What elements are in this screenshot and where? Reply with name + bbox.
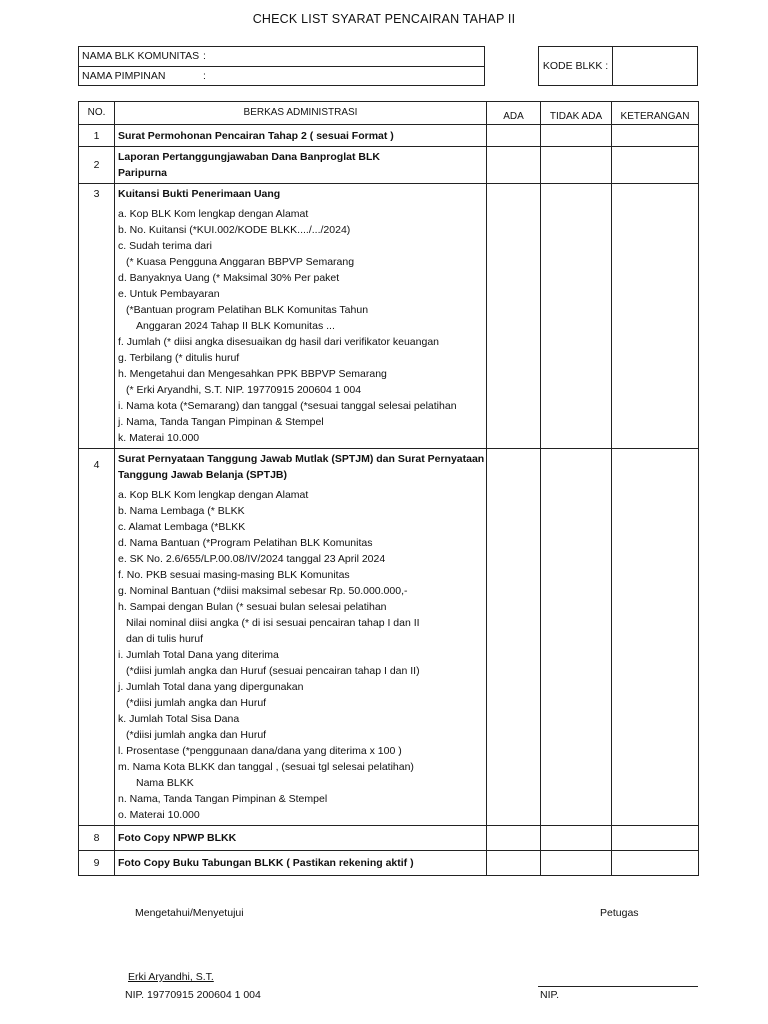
ada-checkbox-cell[interactable] xyxy=(487,851,541,876)
row-number: 1 xyxy=(79,125,115,147)
requirement-item: m. Nama Kota BLKK dan tanggal , (sesuai tgl selesai pelatihan) xyxy=(118,761,414,773)
requirement-item: dan di tulis huruf xyxy=(126,633,204,645)
ada-checkbox-cell[interactable] xyxy=(487,184,541,449)
row-title: Kuitansi Bukti Penerimaan Uang xyxy=(118,188,281,200)
table-row xyxy=(79,449,699,826)
keterangan-field[interactable] xyxy=(612,449,699,826)
table-row xyxy=(79,826,699,851)
row-number: 3 xyxy=(79,184,115,449)
requirement-item: j. Nama, Tanda Tangan Pimpinan & Stempel xyxy=(118,416,324,428)
requirement-item: a. Kop BLK Kom lengkap dengan Alamat xyxy=(118,208,309,220)
requirement-item: n. Nama, Tanda Tangan Pimpinan & Stempel xyxy=(118,793,328,805)
nama-blk-colon: : xyxy=(203,50,206,62)
row-title: Laporan Pertanggungjawaban Dana Banproglat BLK xyxy=(118,151,380,163)
requirement-item: k. Materai 10.000 xyxy=(118,432,200,444)
table-row xyxy=(79,147,699,184)
col-header-berkas: BERKAS ADMINISTRASI xyxy=(115,102,487,125)
row-number: 8 xyxy=(79,826,115,851)
requirement-item: a. Kop BLK Kom lengkap dengan Alamat xyxy=(118,489,309,501)
requirement-item: (*Bantuan program Pelatihan BLK Komunitas Tahun xyxy=(126,304,369,316)
keterangan-field[interactable] xyxy=(612,184,699,449)
ada-checkbox-cell[interactable] xyxy=(487,449,541,826)
officer-signature-line xyxy=(538,986,698,987)
document-title: CHECK LIST SYARAT PENCAIRAN TAHAP II xyxy=(252,12,516,26)
row-number: 9 xyxy=(79,851,115,876)
requirement-item: (*diisi jumlah angka dan Huruf xyxy=(126,729,267,741)
requirement-item: i. Jumlah Total Dana yang diterima xyxy=(118,649,279,661)
nama-pimpinan-row xyxy=(79,66,484,86)
keterangan-field[interactable] xyxy=(612,826,699,851)
requirement-item: f. Jumlah (* diisi angka disesuaikan dg hasil dari verifikator keuangan xyxy=(118,336,440,348)
requirement-item: f. No. PKB sesuai masing-masing BLK Komunitas xyxy=(118,569,350,581)
row-number: 2 xyxy=(79,147,115,184)
col-header-no: NO. xyxy=(79,102,115,125)
keterangan-field[interactable] xyxy=(612,125,699,147)
requirement-item: e. SK No. 2.6/655/LP.00.08/IV/2024 tanggal 23 April 2024 xyxy=(118,553,386,565)
col-header-tidak-ada: TIDAK ADA xyxy=(541,102,612,125)
requirement-item: Nilai nominal diisi angka (* di isi sesuai pencairan tahap I dan II xyxy=(126,617,420,629)
approval-label: Mengetahui/Menyetujui xyxy=(135,907,244,919)
keterangan-field[interactable] xyxy=(612,147,699,184)
ada-checkbox-cell[interactable] xyxy=(487,147,541,184)
requirement-item: Anggaran 2024 Tahap II BLK Komunitas ... xyxy=(136,320,335,332)
requirement-item: (* Kuasa Pengguna Anggaran BBPVP Semarang xyxy=(126,256,355,268)
tidak-ada-checkbox-cell[interactable] xyxy=(541,851,612,876)
requirement-item: h. Sampai dengan Bulan (* sesuai bulan selesai pelatihan xyxy=(118,601,387,613)
officer-nip: NIP. xyxy=(540,989,560,1001)
col-header-ada: ADA xyxy=(487,102,541,125)
requirement-item: (*diisi jumlah angka dan Huruf (sesuai pencairan tahap I dan II) xyxy=(126,665,420,677)
tidak-ada-checkbox-cell[interactable] xyxy=(541,125,612,147)
requirement-item: j. Jumlah Total dana yang dipergunakan xyxy=(118,681,304,693)
nama-blk-label: NAMA BLK KOMUNITAS xyxy=(82,50,200,62)
requirement-item: d. Nama Bantuan (*Program Pelatihan BLK Komunitas xyxy=(118,537,373,549)
requirement-item: b. No. Kuitansi (*KUI.002/KODE BLKK..../.../2024) xyxy=(118,224,351,236)
requirement-item: o. Materai 10.000 xyxy=(118,809,200,821)
row-description xyxy=(115,184,487,449)
row-title: Foto Copy NPWP BLKK xyxy=(118,832,237,844)
row-title: Surat Permohonan Pencairan Tahap 2 ( sesuai Format ) xyxy=(118,129,394,142)
row-description xyxy=(115,851,487,876)
approver-name: Erki Aryandhi, S.T. xyxy=(128,971,214,983)
approver-nip: NIP. 19770915 200604 1 004 xyxy=(125,989,261,1001)
tidak-ada-checkbox-cell[interactable] xyxy=(541,147,612,184)
checklist-table xyxy=(78,101,699,876)
row-title: Paripurna xyxy=(118,167,168,179)
officer-label: Petugas xyxy=(600,907,639,919)
row-description xyxy=(115,147,487,184)
requirement-item: e. Untuk Pembayaran xyxy=(118,288,220,300)
row-description xyxy=(115,826,487,851)
row-title: Foto Copy Buku Tabungan BLKK ( Pastikan rekening aktif ) xyxy=(118,857,414,869)
identity-box xyxy=(78,46,485,86)
row-description xyxy=(115,449,487,826)
table-row xyxy=(79,851,699,876)
kode-blkk-box xyxy=(538,46,698,86)
row-description xyxy=(115,125,487,147)
requirement-item: (* Erki Aryandhi, S.T. NIP. 19770915 200604 1 004 xyxy=(126,384,362,396)
keterangan-field[interactable] xyxy=(612,851,699,876)
table-header-row xyxy=(79,102,699,125)
row-number: 4 xyxy=(79,449,115,826)
requirement-item: g. Terbilang (* ditulis huruf xyxy=(118,352,240,364)
requirement-item: l. Prosentase (*penggunaan dana/dana yang diterima x 100 ) xyxy=(118,745,402,757)
nama-pimpinan-colon: : xyxy=(203,70,206,82)
requirement-item: c. Alamat Lembaga (*BLKK xyxy=(118,521,246,533)
table-row xyxy=(79,125,699,147)
col-header-keterangan: KETERANGAN xyxy=(612,102,699,125)
row-title: Surat Pernyataan Tanggung Jawab Mutlak (SPTJM) dan Surat Pernyataan xyxy=(118,453,485,465)
requirement-item: b. Nama Lembaga (* BLKK xyxy=(118,505,245,517)
requirement-item: d. Banyaknya Uang (* Maksimal 30% Per paket xyxy=(118,272,340,284)
requirement-item: h. Mengetahui dan Mengesahkan PPK BBPVP Semarang xyxy=(118,368,387,380)
requirement-item: c. Sudah terima dari xyxy=(118,240,212,252)
tidak-ada-checkbox-cell[interactable] xyxy=(541,184,612,449)
row-title: Tanggung Jawab Belanja (SPTJB) xyxy=(118,469,287,481)
requirement-item: g. Nominal Bantuan (*diisi maksimal sebesar Rp. 50.000.000,- xyxy=(118,585,408,597)
requirement-item: i. Nama kota (*Semarang) dan tanggal (*sesuai tanggal selesai pelatihan xyxy=(118,400,457,412)
nama-blk-row xyxy=(79,47,484,66)
requirement-item: Nama BLKK xyxy=(136,777,194,789)
kode-blkk-label: KODE BLKK : xyxy=(542,60,609,72)
ada-checkbox-cell[interactable] xyxy=(487,125,541,147)
tidak-ada-checkbox-cell[interactable] xyxy=(541,826,612,851)
requirement-item: (*diisi jumlah angka dan Huruf xyxy=(126,697,267,709)
kode-blkk-value-field[interactable] xyxy=(612,47,698,85)
table-row xyxy=(79,184,699,449)
nama-pimpinan-label: NAMA PIMPINAN xyxy=(82,70,166,82)
tidak-ada-checkbox-cell[interactable] xyxy=(541,449,612,826)
requirement-item: k. Jumlah Total Sisa Dana xyxy=(118,713,240,725)
ada-checkbox-cell[interactable] xyxy=(487,826,541,851)
